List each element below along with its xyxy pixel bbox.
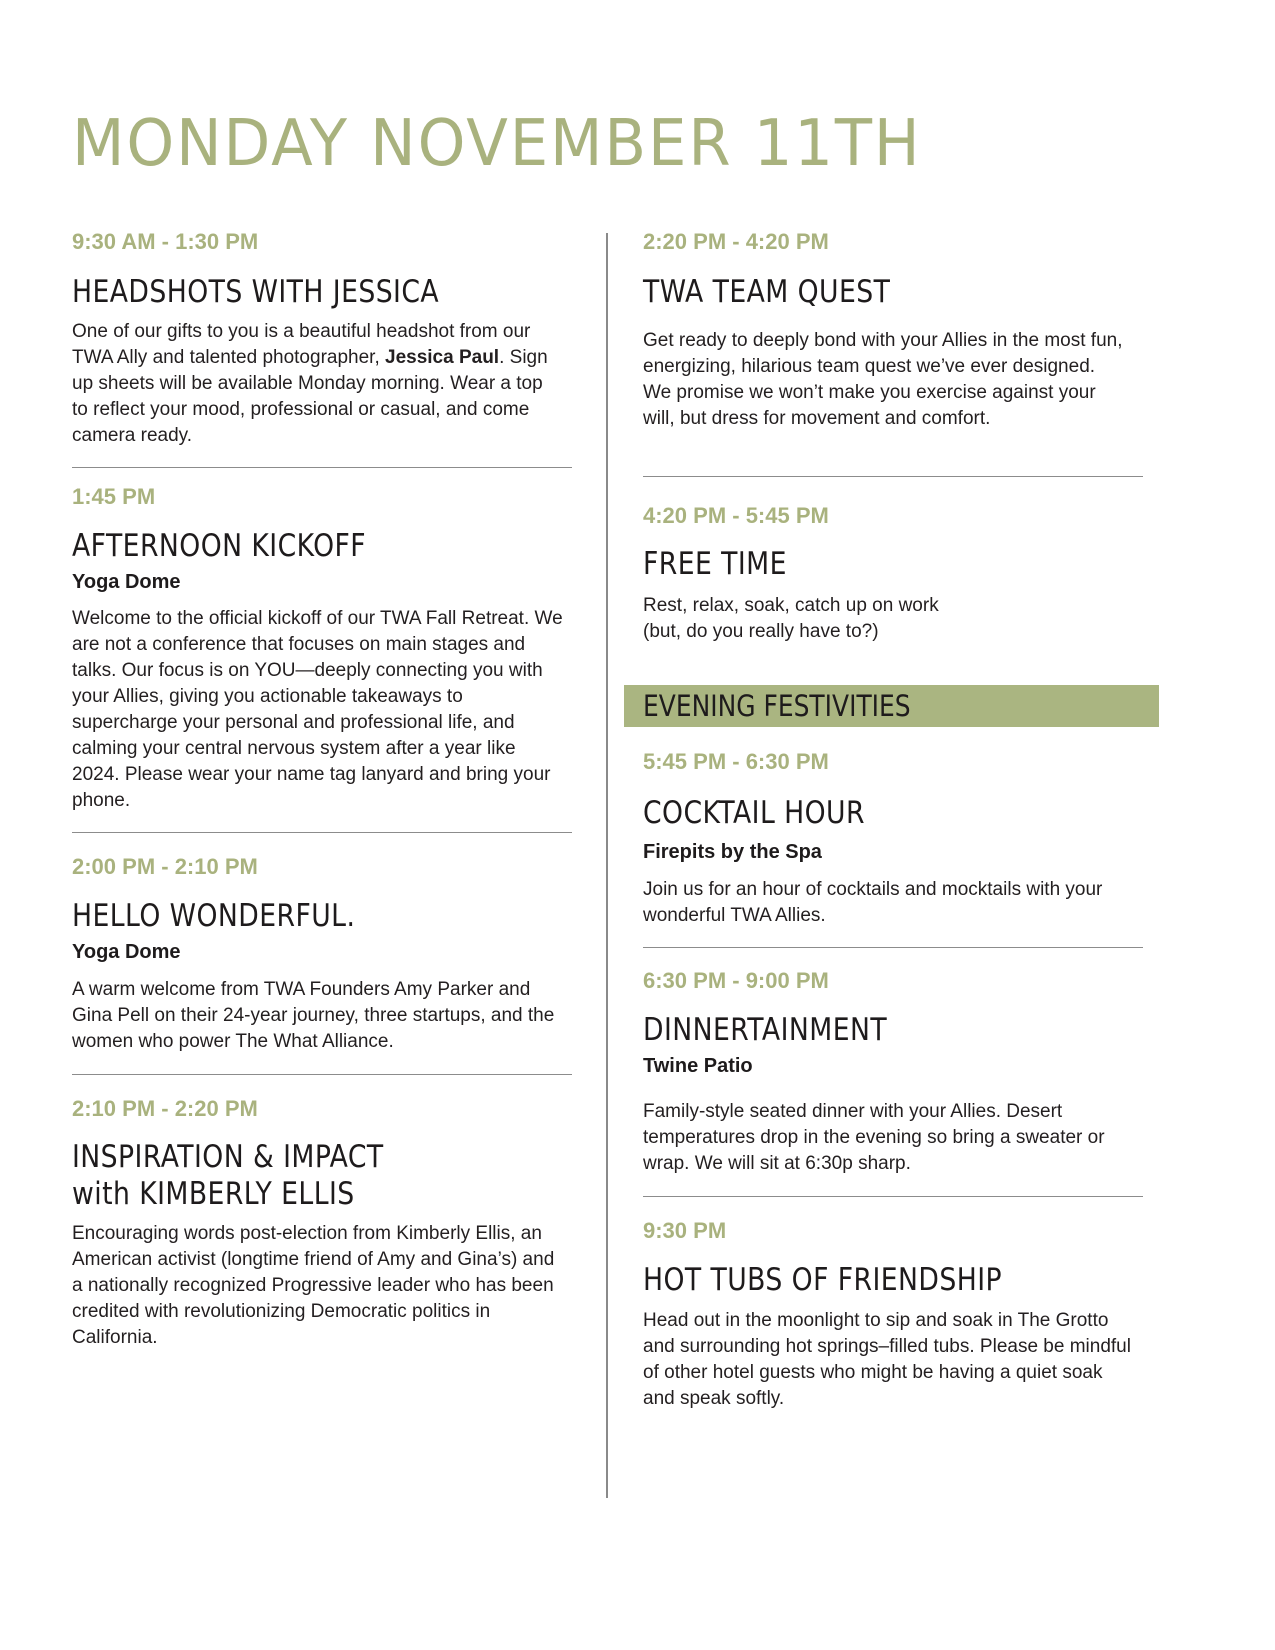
column-divider (606, 233, 608, 1498)
event-description: Join us for an hour of cocktails and mocktails with your wonderful TWA Allies. (643, 879, 1103, 926)
event-location: Firepits by the Spa (643, 841, 822, 863)
event-description: Head out in the moonlight to sip and soak in The Grotto and surrounding hot springs–filled tubs. Please be mindful of other hotel guests who might be having a quiet soak and speak softly. (643, 1310, 1131, 1409)
section-divider (643, 476, 1143, 477)
event-location: Twine Patio (643, 1055, 753, 1077)
event-time: 2:20 PM - 4:20 PM (643, 229, 829, 254)
evening-festivities-banner (624, 685, 1159, 727)
event-title: TWA TEAM QUEST (643, 274, 891, 310)
event-description: One of our gifts to you is a beautiful headshot from our TWA Ally and talented photographer, Jessica Paul. Sign up sheets will be available Monday morning. Wear a top to reflect your mood, professional or casual, and come camera ready. (72, 321, 548, 446)
event-title: HEADSHOTS WITH JESSICA (72, 274, 440, 310)
event-title: DINNERTAINMENT (643, 1012, 888, 1048)
event-time: 1:45 PM (72, 484, 156, 509)
event-title: HOT TUBS OF FRIENDSHIP (643, 1262, 1003, 1298)
event-description: A warm welcome from TWA Founders Amy Parker and Gina Pell on their 24-year journey, three startups, and the women who power The What Alliance. (72, 979, 555, 1052)
event-description: Get ready to deeply bond with your Allies in the most fun, energizing, hilarious team quest we’ve ever designed. We promise we won’t make you exercise against your will, but dress for movement and comfort. (643, 330, 1123, 429)
event-description: Encouraging words post-election from Kimberly Ellis, an American activist (longtime friend of Amy and Gina’s) and a nationally recognized Progressive leader who has been credited with revolutionizing Democratic politics in California. (72, 1223, 555, 1348)
section-divider (72, 467, 572, 468)
event-title: COCKTAIL HOUR (643, 795, 865, 831)
event-title: HELLO WONDERFUL. (72, 898, 356, 934)
page-title: MONDAY NOVEMBER 11TH (72, 107, 922, 181)
event-description: Welcome to the official kickoff of our TWA Fall Retreat. We are not a conference that focuses on main stages and talks. Our focus is on YOU—deeply connecting you with your Allies, giving you actionable takeaways to supercharge your personal and professional life, and calming your central nervous system after a year like 2024. Please wear your name tag lanyard and bring your phone. (72, 608, 563, 811)
event-title: INSPIRATION & IMPACT with KIMBERLY ELLIS (72, 1139, 384, 1212)
event-location: Yoga Dome (72, 941, 181, 963)
photographer-name: Jessica Paul (385, 347, 500, 368)
event-time: 6:30 PM - 9:00 PM (643, 968, 829, 993)
event-time: 4:20 PM - 5:45 PM (643, 503, 829, 528)
event-time: 2:00 PM - 2:10 PM (72, 854, 258, 879)
banner-label: EVENING FESTIVITIES (643, 689, 911, 723)
section-divider (72, 1074, 572, 1075)
event-title: AFTERNOON KICKOFF (72, 528, 367, 564)
event-location: Yoga Dome (72, 571, 181, 593)
event-description: Rest, relax, soak, catch up on work (but, do you really have to?) (643, 595, 939, 642)
event-time: 5:45 PM - 6:30 PM (643, 749, 829, 774)
event-description: Family-style seated dinner with your Allies. Desert temperatures drop in the evening so bring a sweater or wrap. We will sit at 6:30p sharp. (643, 1101, 1105, 1174)
section-divider (643, 947, 1143, 948)
event-time: 9:30 AM - 1:30 PM (72, 229, 259, 254)
event-title: FREE TIME (643, 546, 787, 582)
event-time: 9:30 PM (643, 1218, 727, 1243)
section-divider (643, 1196, 1143, 1197)
section-divider (72, 832, 572, 833)
event-time: 2:10 PM - 2:20 PM (72, 1096, 258, 1121)
